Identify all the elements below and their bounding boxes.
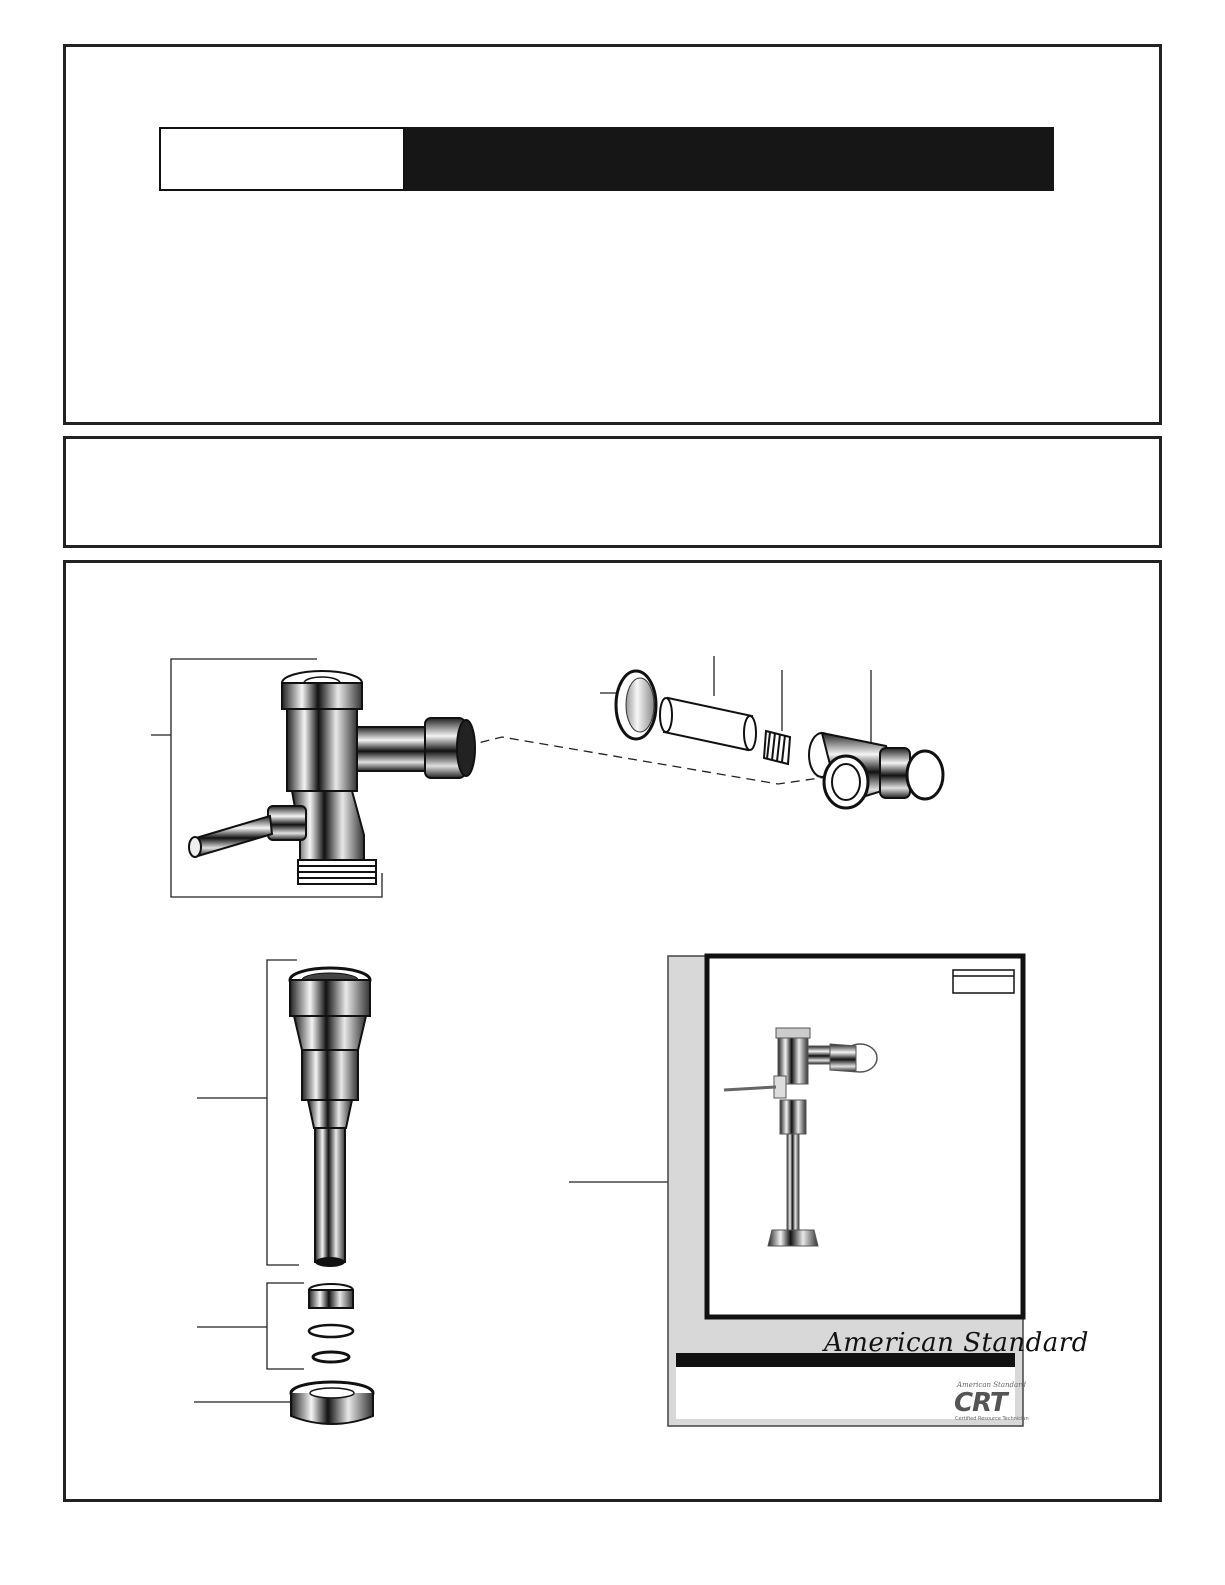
spud-flange-icon (194, 1382, 373, 1424)
control-stop-icon (809, 670, 943, 808)
crt-brand-text: American Standard (957, 1381, 1027, 1389)
vacuum-breaker-tube-icon (197, 960, 370, 1267)
crt-badge: CRT (954, 1388, 1007, 1418)
supply-nipple-icon (660, 656, 756, 750)
coupling-thread-icon (764, 670, 790, 764)
flushometer-valve-icon (151, 659, 475, 897)
wall-flange-icon (600, 671, 656, 739)
spud-coupling-icon (197, 1283, 353, 1369)
crt-caption: Certified Resource Technician (955, 1416, 1029, 1422)
manual-brand-logo: American Standard (824, 1328, 1089, 1358)
